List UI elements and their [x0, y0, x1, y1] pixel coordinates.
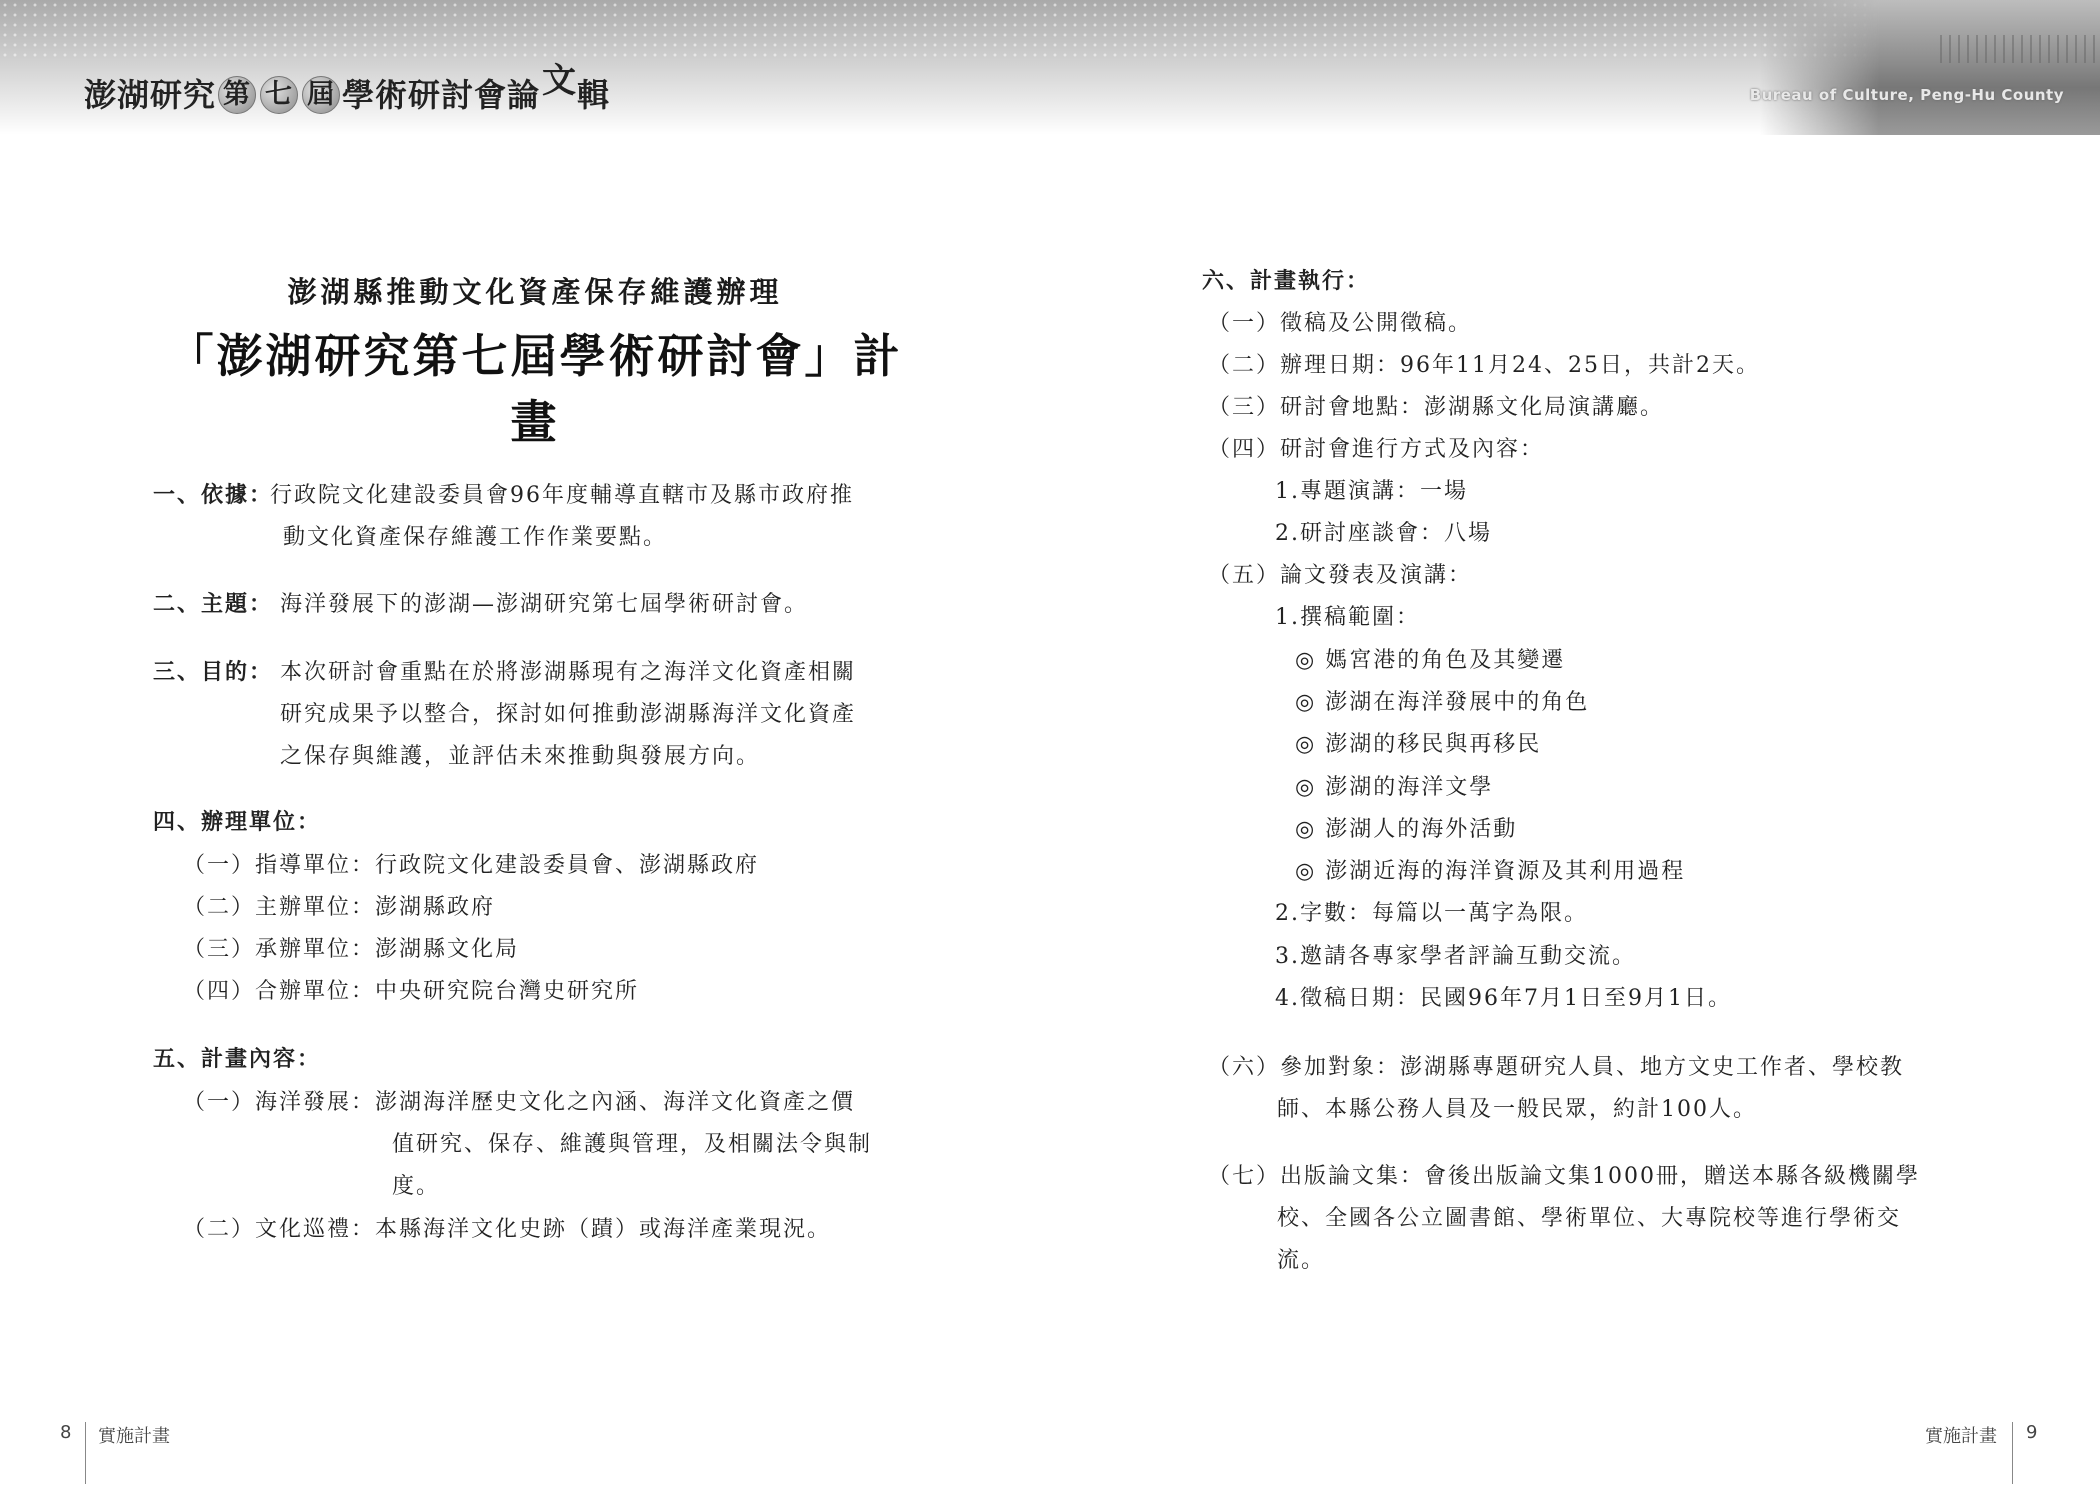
right-footer-divider	[2012, 1422, 2013, 1484]
exec-item-5-sub4: 4.徵稿日期：民國96年7月1日至9月1日。	[1275, 986, 1732, 1011]
topic-item: ◎ 澎湖在海洋發展中的角色	[1295, 690, 1590, 715]
bureau-label: Bureau of Culture, Peng-Hu County	[1749, 86, 2064, 104]
exec-item-4-sub1: 1.專題演講：一場	[1275, 479, 1468, 504]
series-title-raised: 文	[542, 61, 578, 101]
section-4-item: （三）承辦單位：澎湖縣文化局	[183, 937, 520, 962]
section-2-line1: 海洋發展下的澎湖—澎湖研究第七屆學術研討會。	[280, 592, 809, 617]
topic-item: ◎ 澎湖人的海外活動	[1295, 817, 1518, 842]
exec-item-4: （四）研討會進行方式及內容：	[1208, 437, 1545, 462]
section-1-label: 一、依據：	[153, 482, 274, 508]
exec-item-1: （一）徵稿及公開徵稿。	[1208, 311, 1473, 336]
exec-item-5-sub3: 3.邀請各專家學者評論互動交流。	[1275, 944, 1636, 969]
section-4-label: 四、辦理單位：	[153, 809, 322, 835]
right-page-number: 9	[2026, 1422, 2038, 1443]
series-badge-3: 屆	[302, 76, 340, 114]
left-footer-label: 實施計畫	[98, 1426, 170, 1447]
series-title-part4: 輯	[577, 76, 611, 114]
section-5-item1-line2: 值研究、保存、維護與管理，及相關法令與制	[392, 1132, 873, 1157]
left-footer-divider	[85, 1422, 86, 1484]
series-badge-2: 七	[260, 76, 298, 114]
document-title-line2: 「澎湖研究第七屆學術研討會」計畫	[167, 329, 903, 449]
right-footer-label: 實施計畫	[1925, 1426, 1997, 1447]
section-3-label: 三、目的：	[153, 659, 274, 685]
exec-item-3: （三）研討會地點：澎湖縣文化局演講廳。	[1208, 395, 1665, 420]
section-2-label: 二、主題：	[153, 591, 274, 617]
topic-item: ◎ 媽宮港的角色及其變遷	[1295, 648, 1566, 673]
section-5-item1-line1: （一）海洋發展：澎湖海洋歷史文化之內涵、海洋文化資產之價	[183, 1090, 856, 1115]
series-title-part2: 學術研討會	[342, 76, 508, 114]
topic-item: ◎ 澎湖近海的海洋資源及其利用過程	[1295, 859, 1686, 884]
section-4-item: （一）指導單位：行政院文化建設委員會、澎湖縣政府	[183, 853, 760, 878]
series-title	[84, 61, 611, 116]
exec-item-7-line3: 流。	[1277, 1248, 1326, 1273]
exec-item-7-line2: 校、全國各公立圖書館、學術單位、大專院校等進行學術交	[1277, 1206, 1902, 1231]
section-3-line2: 研究成果予以整合，探討如何推動澎湖縣海洋文化資產	[280, 702, 857, 727]
header-image-detail	[1940, 35, 2100, 63]
series-title-part1: 澎湖研究	[84, 76, 217, 114]
section-1-line1: 行政院文化建設委員會96年度輔導直轄市及縣市政府推	[270, 483, 854, 508]
section-5-item1-line3: 度。	[392, 1174, 441, 1199]
exec-item-2: （二）辦理日期：96年11月24、25日，共計2天。	[1208, 353, 1760, 378]
topic-item: ◎ 澎湖的海洋文學	[1295, 775, 1494, 800]
section-6-label: 六、計畫執行：	[1202, 268, 1371, 294]
exec-item-7-line1: （七）出版論文集：會後出版論文集1000冊，贈送本縣各級機關學	[1208, 1164, 1920, 1189]
section-1-line2: 動文化資產保存維護工作作業要點。	[283, 525, 668, 550]
series-title-part3: 論	[507, 76, 541, 114]
section-4-item: （二）主辦單位：澎湖縣政府	[183, 895, 496, 920]
series-badge-1: 第	[218, 76, 256, 114]
section-3-line3: 之保存與維護，並評估未來推動與發展方向。	[280, 744, 761, 769]
document-title-line1: 澎湖縣推動文化資產保存維護辦理	[287, 275, 783, 309]
section-5-label: 五、計畫內容：	[153, 1046, 322, 1072]
exec-item-6-line2: 師、本縣公務人員及一般民眾，約計100人。	[1277, 1097, 1757, 1122]
exec-item-5-sub2: 2.字數：每篇以一萬字為限。	[1275, 901, 1588, 926]
section-3-line1: 本次研討會重點在於將澎湖縣現有之海洋文化資產相關	[280, 660, 857, 685]
exec-item-5: （五）論文發表及演講：	[1208, 563, 1473, 588]
left-page-number: 8	[60, 1422, 72, 1443]
exec-item-5-sub1: 1.撰稿範圍：	[1275, 605, 1420, 630]
exec-item-6-line1: （六）參加對象：澎湖縣專題研究人員、地方文史工作者、學校教	[1208, 1055, 1905, 1080]
topic-item: ◎ 澎湖的移民與再移民	[1295, 732, 1542, 757]
section-5-item2: （二）文化巡禮：本縣海洋文化史跡（蹟）或海洋產業現況。	[183, 1217, 832, 1242]
section-4-item: （四）合辦單位：中央研究院台灣史研究所	[183, 979, 640, 1004]
header-landscape-image	[1760, 0, 2100, 135]
exec-item-4-sub2: 2.研討座談會：八場	[1275, 521, 1492, 546]
